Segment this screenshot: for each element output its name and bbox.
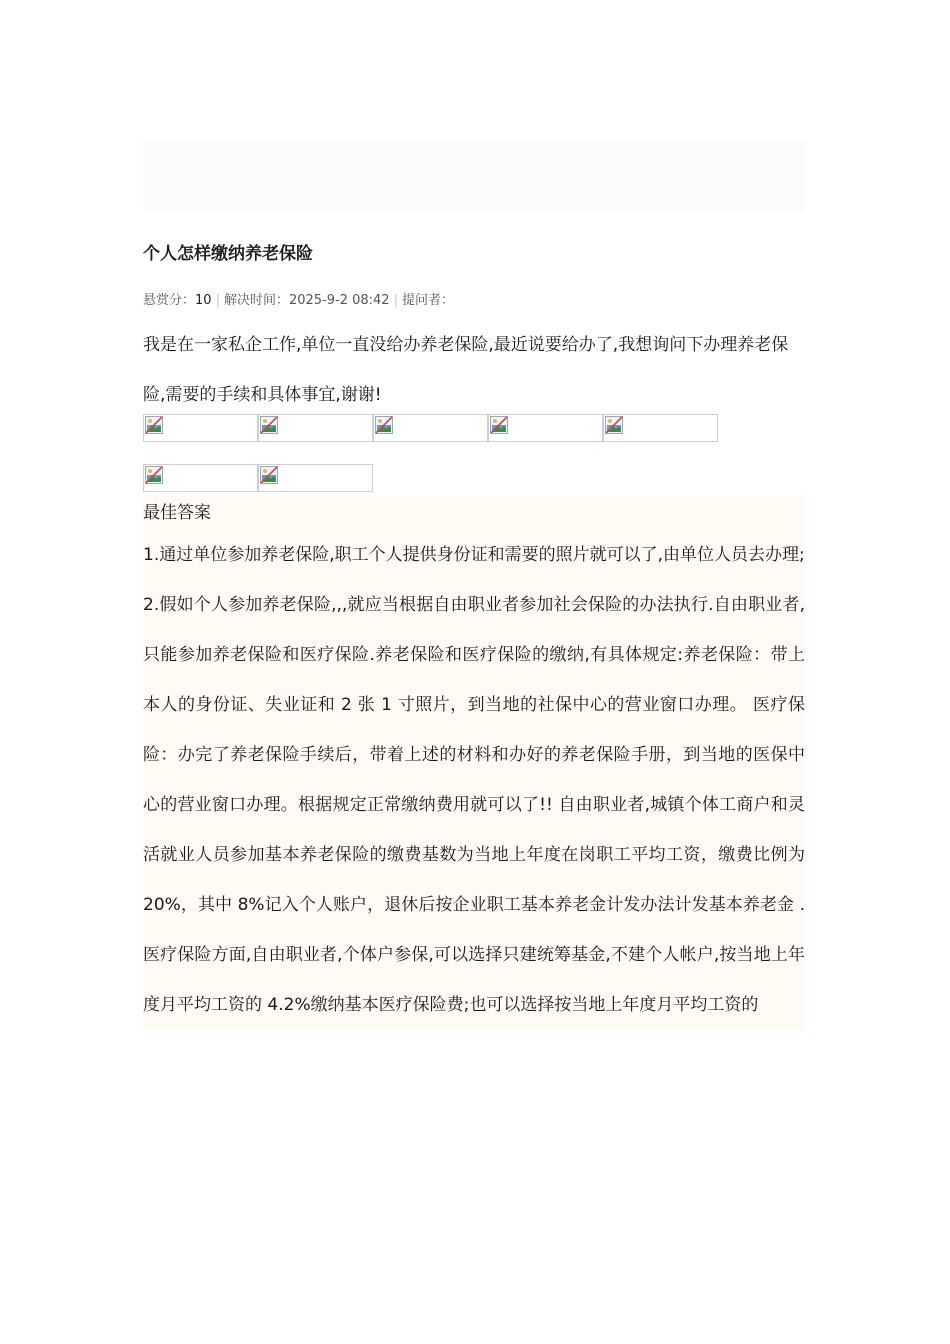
question-image-thumbnail[interactable] <box>143 414 258 442</box>
question-content <box>143 232 805 1030</box>
answer-paragraph-1: 1.通过单位参加养老保险,职工个人提供身份证和需要的照片就可以了,由单位人员去办理; <box>143 545 805 565</box>
broken-image-icon <box>605 416 623 434</box>
question-image-thumbnail[interactable] <box>258 464 373 492</box>
question-image-thumbnail[interactable] <box>258 414 373 442</box>
meta-separator: | <box>393 293 398 308</box>
question-image-thumbnail[interactable] <box>488 414 603 442</box>
question-image-thumbnail[interactable] <box>143 464 258 492</box>
question-image-thumbnail[interactable] <box>373 414 488 442</box>
broken-image-icon <box>145 466 163 484</box>
question-meta <box>143 276 805 326</box>
broken-image-icon <box>145 416 163 434</box>
solved-time-value: 2025-9-2 08:42 <box>288 293 390 308</box>
header-band <box>143 140 805 210</box>
best-answer-panel <box>143 496 805 1030</box>
best-answer-label: 最佳答案 <box>143 503 211 523</box>
reward-label: 悬赏分： <box>143 293 196 308</box>
broken-image-icon <box>260 416 278 434</box>
meta-separator: | <box>215 293 220 308</box>
asker-label: 提问者： <box>401 293 454 308</box>
broken-image-icon <box>260 466 278 484</box>
question-body: 我是在一家私企工作,单位一直没给办养老保险,最近说要给办了,我想询问下办理养老保险,需要的手续和具体事宜,谢谢! <box>143 335 789 405</box>
broken-image-icon <box>490 416 508 434</box>
answer-paragraph-2: 2.假如个人参加养老保险,,,就应当根据自由职业者参加社会保险的办法执行.自由职业者,只能参加养老保险和医疗保险.养老保险和医疗保险的缴纳,有具体规定:养老保险：带上本人的身份证、失业证和 2 张 1 寸照片，到当地的社保中心的营业窗口办理。 医疗保险：办完了养老保险手续后，带着上述的材料和办好的养老保险手册，到当地的医保中心的营业窗口办理。根据规定正常缴纳费用就可以了!! 自由职业者,城镇个体工商户和灵活就业人员参加基本养老保险的缴费基数为当地上年度在岗职工平均工资，缴费比例为 20%，其中 8%记入个人账户，退休后按企业职工基本养老金计发办法计发基本养老金 . 医疗保险方面,自由职业者,个体户参保,可以选择只建统筹基金,不建个人帐户,按当地上年度月平均工资的 4.2%缴纳基本医疗保险费;也可以选择按当地上年度月平均工资的 <box>143 595 805 1015</box>
reward-value: 10 <box>195 293 212 308</box>
question-image-thumbnail[interactable] <box>603 414 718 442</box>
question-title: 个人怎样缴纳养老保险 <box>143 244 313 264</box>
solved-time-label: 解决时间： <box>223 293 289 308</box>
broken-image-icon <box>375 416 393 434</box>
